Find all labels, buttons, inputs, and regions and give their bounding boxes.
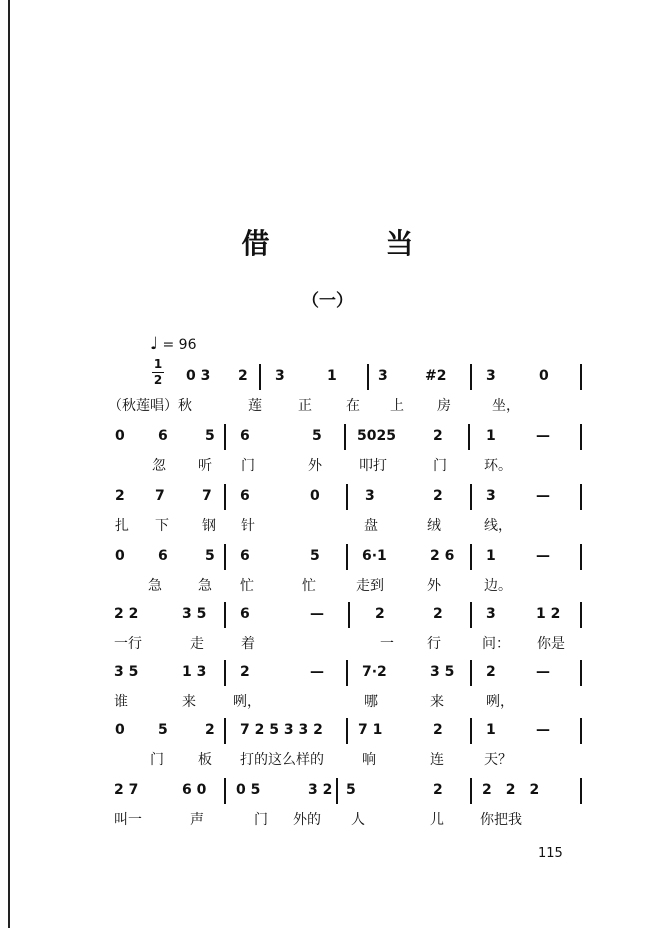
score-line — [0, 606, 655, 664]
note-group: 3 — [486, 368, 496, 384]
bar-line — [224, 544, 226, 570]
bar-line — [348, 602, 350, 628]
note-group: — — [536, 488, 550, 504]
bar-line — [224, 484, 226, 510]
lyric-text: 来 — [430, 694, 444, 710]
lyric-text: 急 — [148, 578, 162, 594]
note-group: 5025 — [357, 428, 396, 444]
lyric-text: 哪 — [364, 694, 378, 710]
note-group: 0 — [115, 428, 125, 444]
section-subtitle: （一） — [302, 291, 353, 311]
lyric-text: 叫一 — [114, 812, 142, 828]
lyric-text: 盘 — [364, 518, 378, 534]
note-group: — — [536, 722, 550, 738]
bar-line — [580, 718, 582, 744]
time-signature-bottom: 2 — [153, 373, 163, 387]
note-group: 1 — [486, 548, 496, 564]
lyric-text: 坐， — [492, 398, 520, 414]
note-group: 2 — [375, 606, 385, 622]
note-group: 3 5 — [182, 606, 207, 622]
lyric-text: 忽 — [152, 458, 166, 474]
note-group: 0 — [115, 548, 125, 564]
score-line — [0, 357, 655, 426]
note-group: 7 — [155, 488, 165, 504]
note-group: 2 2 — [114, 606, 139, 622]
lyric-text: 扎 — [115, 518, 129, 534]
lyric-text: 急 — [198, 578, 212, 594]
note-group: 3 — [486, 488, 496, 504]
lyric-text: 着 — [241, 636, 255, 652]
bar-line — [468, 424, 470, 450]
note-group: 1 2 — [536, 606, 561, 622]
score-line — [0, 722, 655, 780]
lyric-text: 门 — [241, 458, 255, 474]
bar-line — [336, 778, 338, 804]
lyric-text: 谁 — [114, 694, 128, 710]
time-signature-top: 1 — [153, 357, 163, 371]
lyric-text: 天？ — [484, 752, 512, 768]
lyric-text: 响 — [362, 752, 376, 768]
lyric-text: 板 — [198, 752, 212, 768]
lyric-text: 打的这么样的 — [240, 752, 324, 768]
note-group: 1 — [486, 428, 496, 444]
note-group: 2 — [486, 664, 496, 680]
lyric-text: 人 — [351, 812, 365, 828]
lyric-text: 忙 — [240, 578, 254, 594]
bar-line — [580, 602, 582, 628]
note-group: 3 — [486, 606, 496, 622]
bar-line — [580, 364, 582, 390]
note-group: 7·2 — [362, 664, 387, 680]
note-group: 3 — [275, 368, 285, 384]
note-group: 2 — [433, 428, 443, 444]
bar-line — [580, 778, 582, 804]
note-group: 7 1 — [358, 722, 383, 738]
note-group: 1 3 — [182, 664, 207, 680]
lyric-text: 钢 — [202, 518, 216, 534]
bar-line — [580, 544, 582, 570]
note-group: 6 — [158, 548, 168, 564]
score-line — [0, 782, 655, 840]
note-group: 1 — [327, 368, 337, 384]
bar-line — [224, 778, 226, 804]
note-group: 6 — [240, 488, 250, 504]
note-group: 6 — [240, 548, 250, 564]
bar-line — [580, 660, 582, 686]
lyric-text: 咧， — [486, 694, 514, 710]
lyric-text: 问： — [482, 636, 510, 652]
lyric-text: 行 — [427, 636, 441, 652]
lyric-text: 下 — [155, 518, 169, 534]
bar-line — [470, 778, 472, 804]
lyric-text: 上 — [390, 398, 404, 414]
note-group: 6 — [240, 428, 250, 444]
lyric-text: 正 — [298, 398, 312, 414]
page-number: 115 — [538, 846, 563, 861]
score-line — [0, 664, 655, 722]
note-group: 3 — [365, 488, 375, 504]
lyric-text: 绒 — [427, 518, 441, 534]
note-group: 6 — [158, 428, 168, 444]
lyric-text: 你把我 — [480, 812, 522, 828]
note-group: 2 — [238, 368, 248, 384]
note-group: 5 — [312, 428, 322, 444]
note-group: 0 5 — [236, 782, 261, 798]
bar-line — [470, 544, 472, 570]
note-group: 2 — [240, 664, 250, 680]
note-group: 7 2 5 3 3 2 — [240, 722, 323, 738]
note-group: 5 — [346, 782, 356, 798]
lyric-text: 你是 — [537, 636, 565, 652]
note-group: 3 2 — [308, 782, 333, 798]
lyric-text: 边。 — [484, 578, 512, 594]
note-group: 7 — [202, 488, 212, 504]
bar-line — [344, 424, 346, 450]
lyric-text: 外 — [308, 458, 322, 474]
score-line — [0, 548, 655, 606]
bar-line — [346, 660, 348, 686]
lyric-text: 一 — [380, 636, 394, 652]
bar-line — [470, 602, 472, 628]
note-group: — — [310, 664, 324, 680]
note-group: 2 — [205, 722, 215, 738]
note-group: 3 5 — [430, 664, 455, 680]
note-group: 2 7 — [114, 782, 139, 798]
lyric-text: 走到 — [356, 578, 384, 594]
note-group: 0 3 — [186, 368, 211, 384]
note-group: 2 — [433, 722, 443, 738]
lyric-text: 声 — [190, 812, 204, 828]
note-group: 3 — [378, 368, 388, 384]
bar-line — [367, 364, 369, 390]
note-group: 6 — [240, 606, 250, 622]
quarter-note-icon: ♩ — [150, 334, 159, 354]
note-group: — — [536, 428, 550, 444]
note-group: 5 — [310, 548, 320, 564]
note-group: — — [310, 606, 324, 622]
bar-line — [470, 660, 472, 686]
note-group: 3 5 — [114, 664, 139, 680]
bar-line — [580, 424, 582, 450]
score-line — [0, 428, 655, 486]
lyric-text: 来 — [182, 694, 196, 710]
bar-line — [224, 424, 226, 450]
note-group: 2 6 — [430, 548, 455, 564]
lyric-text: 忙 — [302, 578, 316, 594]
note-group: 5 — [158, 722, 168, 738]
lyric-text: 门 — [150, 752, 164, 768]
time-signature — [152, 358, 164, 387]
note-group: 2 — [433, 606, 443, 622]
note-group: — — [536, 548, 550, 564]
note-group: #2 — [425, 368, 447, 384]
lyric-text: 儿 — [430, 812, 444, 828]
bar-line — [224, 602, 226, 628]
page-title: 借 当 — [241, 227, 458, 260]
lyric-text: 房 — [437, 398, 451, 414]
note-group: 0 — [310, 488, 320, 504]
bar-line — [470, 718, 472, 744]
note-group: 2 — [433, 782, 443, 798]
bar-line — [470, 484, 472, 510]
note-group: 0 — [115, 722, 125, 738]
bar-line — [224, 718, 226, 744]
bar-line — [346, 544, 348, 570]
note-group: 6·1 — [362, 548, 387, 564]
bar-line — [224, 660, 226, 686]
lyric-text: 叩打 — [359, 458, 387, 474]
lyric-text: 莲 — [248, 398, 262, 414]
tempo-value: = 96 — [162, 337, 197, 353]
bar-line — [346, 718, 348, 744]
lyric-text: 听 — [198, 458, 212, 474]
lyric-text: 外的 — [293, 812, 321, 828]
bar-line — [580, 484, 582, 510]
note-group: 1 — [486, 722, 496, 738]
note-group: — — [536, 664, 550, 680]
note-group: 5 — [205, 548, 215, 564]
note-group: 2 2 2 — [482, 782, 540, 798]
bar-line — [346, 484, 348, 510]
lyric-text: 走 — [190, 636, 204, 652]
lyric-text: （秋莲唱）秋 — [108, 398, 192, 414]
lyric-text: 门 — [254, 812, 268, 828]
score-line — [0, 488, 655, 546]
lyric-text: 在 — [346, 398, 360, 414]
lyric-text: 外 — [427, 578, 441, 594]
note-group: 5 — [205, 428, 215, 444]
bar-line — [470, 364, 472, 390]
lyric-text: 环。 — [484, 458, 512, 474]
lyric-text: 咧， — [233, 694, 261, 710]
lyric-text: 门 — [433, 458, 447, 474]
lyric-text: 一行 — [114, 636, 142, 652]
bar-line — [259, 364, 261, 390]
note-group: 2 — [433, 488, 443, 504]
lyric-text: 连 — [430, 752, 444, 768]
lyric-text: 针 — [241, 518, 255, 534]
lyric-text: 线， — [484, 518, 512, 534]
note-group: 2 — [115, 488, 125, 504]
note-group: 6 0 — [182, 782, 207, 798]
note-group: 0 — [539, 368, 549, 384]
